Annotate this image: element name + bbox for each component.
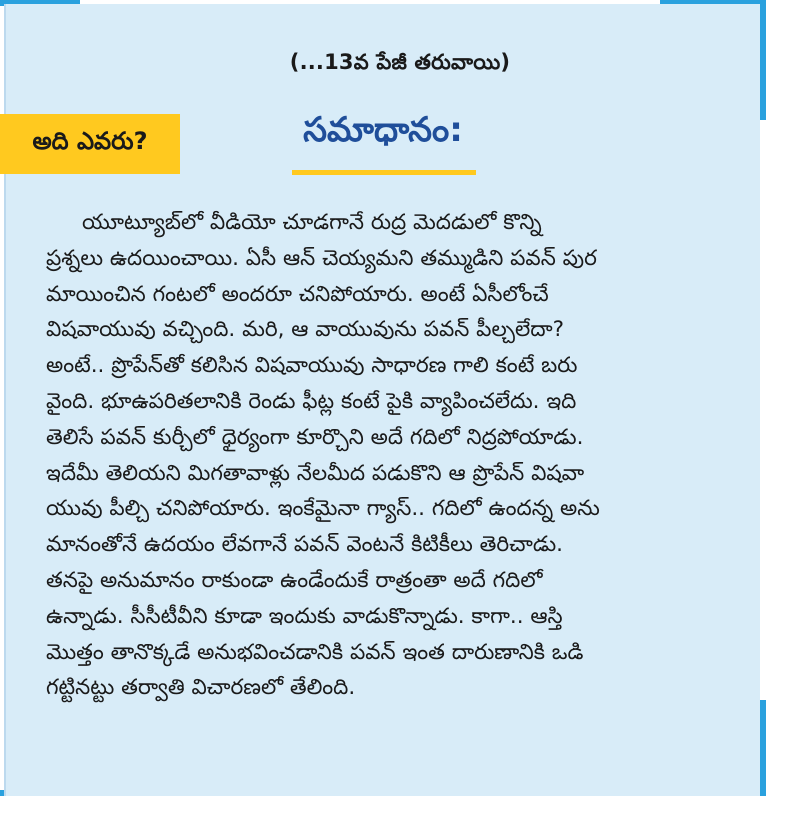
corner-accent-right-bottom [760, 700, 766, 796]
paragraph-line: తనపై అనుమానం రాకుండా ఉండేందుకే రాత్రంతా అదే గదిలో [46, 567, 543, 593]
paragraph-line: ఉన్నాడు. సీసీటీవీని కూడా ఇందుకు వాడుకొన్నాడు. కాగా.. ఆస్తి [46, 603, 563, 629]
paragraph-line: మొత్తం తానొక్కడే అనుభవించడానికి పవన్ ఇంత దారుణానికి ఒడి [46, 639, 584, 665]
continued-from-note: (...13వ పేజీ తరువాయి) [289, 50, 511, 74]
paragraph-line: విషవాయువు వచ్చింది. మరి, ఆ వాయువును పవన్ పీల్చలేదా? [46, 317, 565, 343]
paragraph-line: తెలిసే పవన్ కుర్చీలో ధైర్యంగా కూర్చొని అదే గదిలో నిద్రపోయాడు. [46, 424, 584, 450]
paragraph-line: ఇదేమీ తెలియని మిగతావాళ్లు నేలమీద పడుకొని ఆ ప్రొపేన్ విషవా [46, 460, 585, 486]
answer-paragraph [46, 205, 730, 706]
paragraph-line: యువు పీల్చి చనిపోయారు. ఇంకేమైనా గ్యాస్.. గదిలో ఉందన్న అను [46, 496, 600, 522]
paragraph-line: యూట్యూబ్‌లో వీడియో చూడగానే రుద్ర మెదడులో కొన్ని [82, 210, 542, 235]
paragraph-line: మాయించిన గంటలో అందరూ చనిపోయారు. అంటే ఏసీలోంచే [46, 281, 549, 307]
paragraph-line: గట్టినట్టు తర్వాతి విచారణలో తేలింది. [46, 675, 356, 701]
title-underline [292, 170, 476, 175]
paragraph-line: ప్రశ్నలు ఉదయించాయి. ఏసీ ఆన్ చెయ్యమని తమ్ముడిని పవన్ పుర [46, 245, 597, 271]
section-title: సమాధానం: [303, 110, 463, 150]
puzzle-tag-label: అది ఎవరు? [32, 127, 148, 155]
paragraph-line: వైంది. భూఉపరితలానికి రెండు ఫీట్ల కంటే పైకి వ్యాపించలేదు. ఇది [46, 388, 577, 414]
paragraph-line: అంటే.. ప్రొపేన్‌తో కలిసిన విషవాయువు సాధారణ గాలి కంటే బరు [46, 353, 578, 379]
paragraph-line: మానంతోనే ఉదయం లేవగానే పవన్ వెంటనే కిటికీలు తెరిచాడు. [46, 532, 564, 558]
